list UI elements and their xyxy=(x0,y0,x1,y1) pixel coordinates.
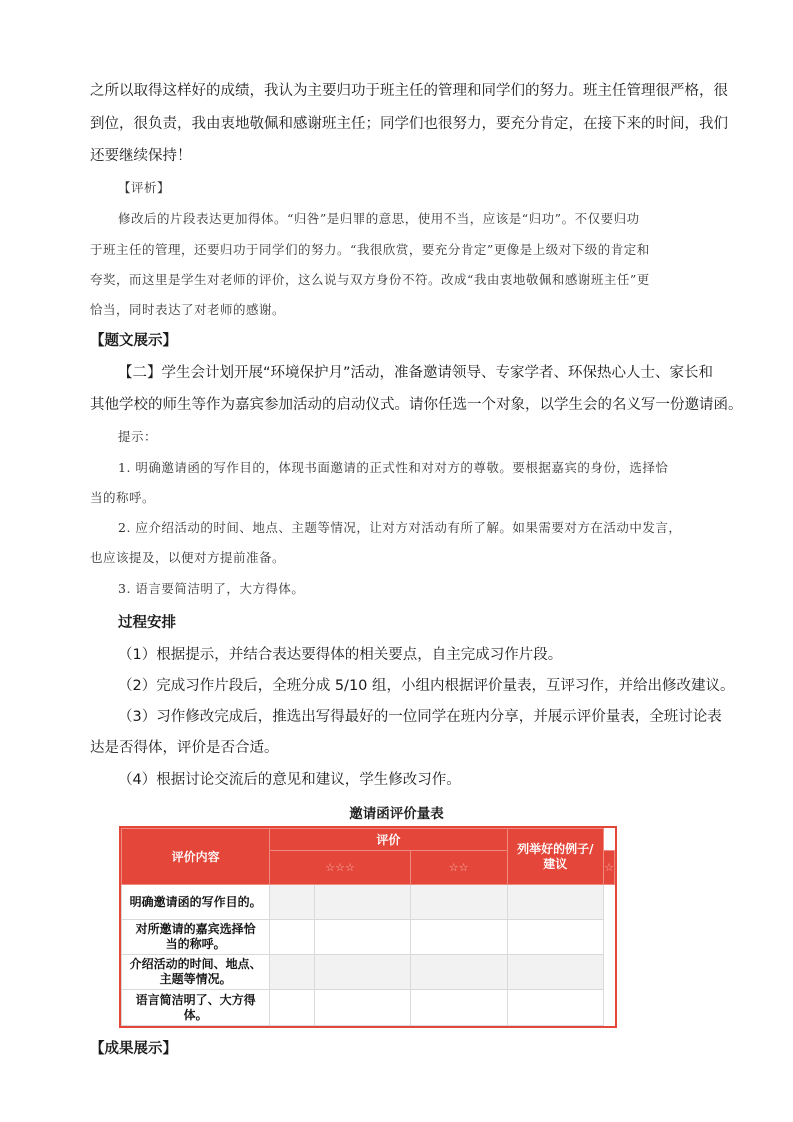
row-label-line: 对所邀请的嘉宾选择恰 xyxy=(135,922,256,936)
row-label-line: 体。 xyxy=(183,1007,208,1022)
intro-line-3: 还要继续保持！ xyxy=(90,148,192,164)
intro-line-1: 之所以取得这样好的成绩，我认为主要归功于班主任的管理和同学们的努力。班主任管理很严格，很 xyxy=(90,83,728,99)
analysis-heading: 【评析】 xyxy=(118,180,171,195)
table-title: 邀请函评价量表 xyxy=(349,806,444,822)
header-example-line-2: 建议 xyxy=(543,856,568,871)
score-cell[interactable] xyxy=(270,990,315,1026)
process-line-5: （4）根据讨论交流后的意见和建议，学生修改习作。 xyxy=(118,772,461,788)
hint-line-3: 2. 应介绍活动的时间、地点、主题等情况，让对方对活动有所了解。如果需要对方在活动中发言， xyxy=(118,520,682,535)
prompt-line-1: 【二】学生会计划开展“环境保护月”活动，准备邀请领导、专家学者、环保热心人士、家长和 xyxy=(118,365,714,381)
row-label-line: 当的称呼。 xyxy=(165,937,226,951)
header-example xyxy=(507,829,604,885)
hint-line-1: 1. 明确邀请函的写作目的，体现书面邀请的正式性和对对方的尊敬。要根据嘉宾的身份，选择恰 xyxy=(118,460,669,475)
example-cell[interactable] xyxy=(507,955,604,990)
example-cell[interactable] xyxy=(507,885,604,920)
star-2-header: ☆☆ xyxy=(410,851,507,885)
process-line-3: （3）习作修改完成后，推选出写得最好的一位同学在班内分享，并展示评价量表，全班讨论表 xyxy=(118,709,722,725)
row-label-line: 主题等情况。 xyxy=(159,972,232,986)
prompt-line-2: 其他学校的师生等作为嘉宾参加活动的启动仪式。请你任选一个对象，以学生会的名义写一份邀请函。 xyxy=(90,397,743,413)
score-cell[interactable] xyxy=(270,920,315,955)
row-label-line: 语言简洁明了、大方得 xyxy=(135,992,256,1007)
score-cell[interactable] xyxy=(315,990,411,1026)
row-label-line: 介绍活动的时间、地点、 xyxy=(129,957,262,971)
section-result-heading: 【成果展示】 xyxy=(90,1041,177,1057)
header-eval: 评价 xyxy=(270,829,507,851)
row-label xyxy=(122,955,270,990)
row-label xyxy=(122,920,270,955)
score-cell[interactable] xyxy=(315,885,411,920)
hint-label: 提示： xyxy=(118,429,158,444)
analysis-line-3: 夸奖，而这里是学生对老师的评价，这么说与双方身份不符。改成“我由衷地敬佩和感谢班主任”更 xyxy=(90,272,650,287)
header-example-line-1: 列举好的例子/ xyxy=(517,841,594,856)
section-prompt-heading: 【题文展示】 xyxy=(90,333,177,349)
score-cell[interactable] xyxy=(410,920,507,955)
score-cell[interactable] xyxy=(410,990,507,1026)
score-cell[interactable] xyxy=(270,885,315,920)
table-row xyxy=(122,990,615,1026)
hint-line-2: 当的称呼。 xyxy=(90,490,156,505)
process-line-4: 达是否得体，评价是否合适。 xyxy=(90,740,279,756)
table-row xyxy=(122,920,615,955)
row-label: 明确邀请函的写作目的。 xyxy=(122,885,270,920)
hint-line-5: 3. 语言要简洁明了，大方得体。 xyxy=(118,581,305,596)
row-label xyxy=(122,990,270,1026)
example-cell[interactable] xyxy=(507,920,604,955)
score-cell[interactable] xyxy=(315,920,411,955)
example-cell[interactable] xyxy=(507,990,604,1026)
score-cell[interactable] xyxy=(315,955,411,990)
analysis-line-2: 于班主任的管理，还要归功于同学们的努力。“我很欣赏，要充分肯定”更像是上级对下级的肯定和 xyxy=(90,242,650,257)
score-cell[interactable] xyxy=(270,955,315,990)
process-heading: 过程安排 xyxy=(118,615,176,631)
analysis-line-1: 修改后的片段表达更加得体。“归咎”是归罪的意思，使用不当，应该是“归功”。不仅要归功 xyxy=(118,211,640,226)
process-line-2: （2）完成习作片段后，全班分成 5/10 组，小组内根据评价量表，互评习作，并给出修改建议。 xyxy=(118,678,735,694)
score-cell[interactable] xyxy=(410,885,507,920)
intro-line-2: 到位，很负责，我由衷地敬佩和感谢班主任；同学们也很努力，要充分肯定，在接下来的时间，我们 xyxy=(90,116,728,132)
star-1-header: ☆ xyxy=(604,851,615,885)
process-line-1: （1）根据提示，并结合表达要得体的相关要点，自主完成习作片段。 xyxy=(118,647,563,663)
analysis-line-4: 恰当，同时表达了对老师的感谢。 xyxy=(90,302,286,317)
score-cell[interactable] xyxy=(410,955,507,990)
star-3-header: ☆☆☆ xyxy=(270,851,411,885)
header-content: 评价内容 xyxy=(122,829,270,885)
table-row xyxy=(122,885,615,920)
hint-line-4: 也应该提及，以便对方提前准备。 xyxy=(90,550,286,565)
table-row xyxy=(122,955,615,990)
evaluation-table xyxy=(121,828,615,1026)
